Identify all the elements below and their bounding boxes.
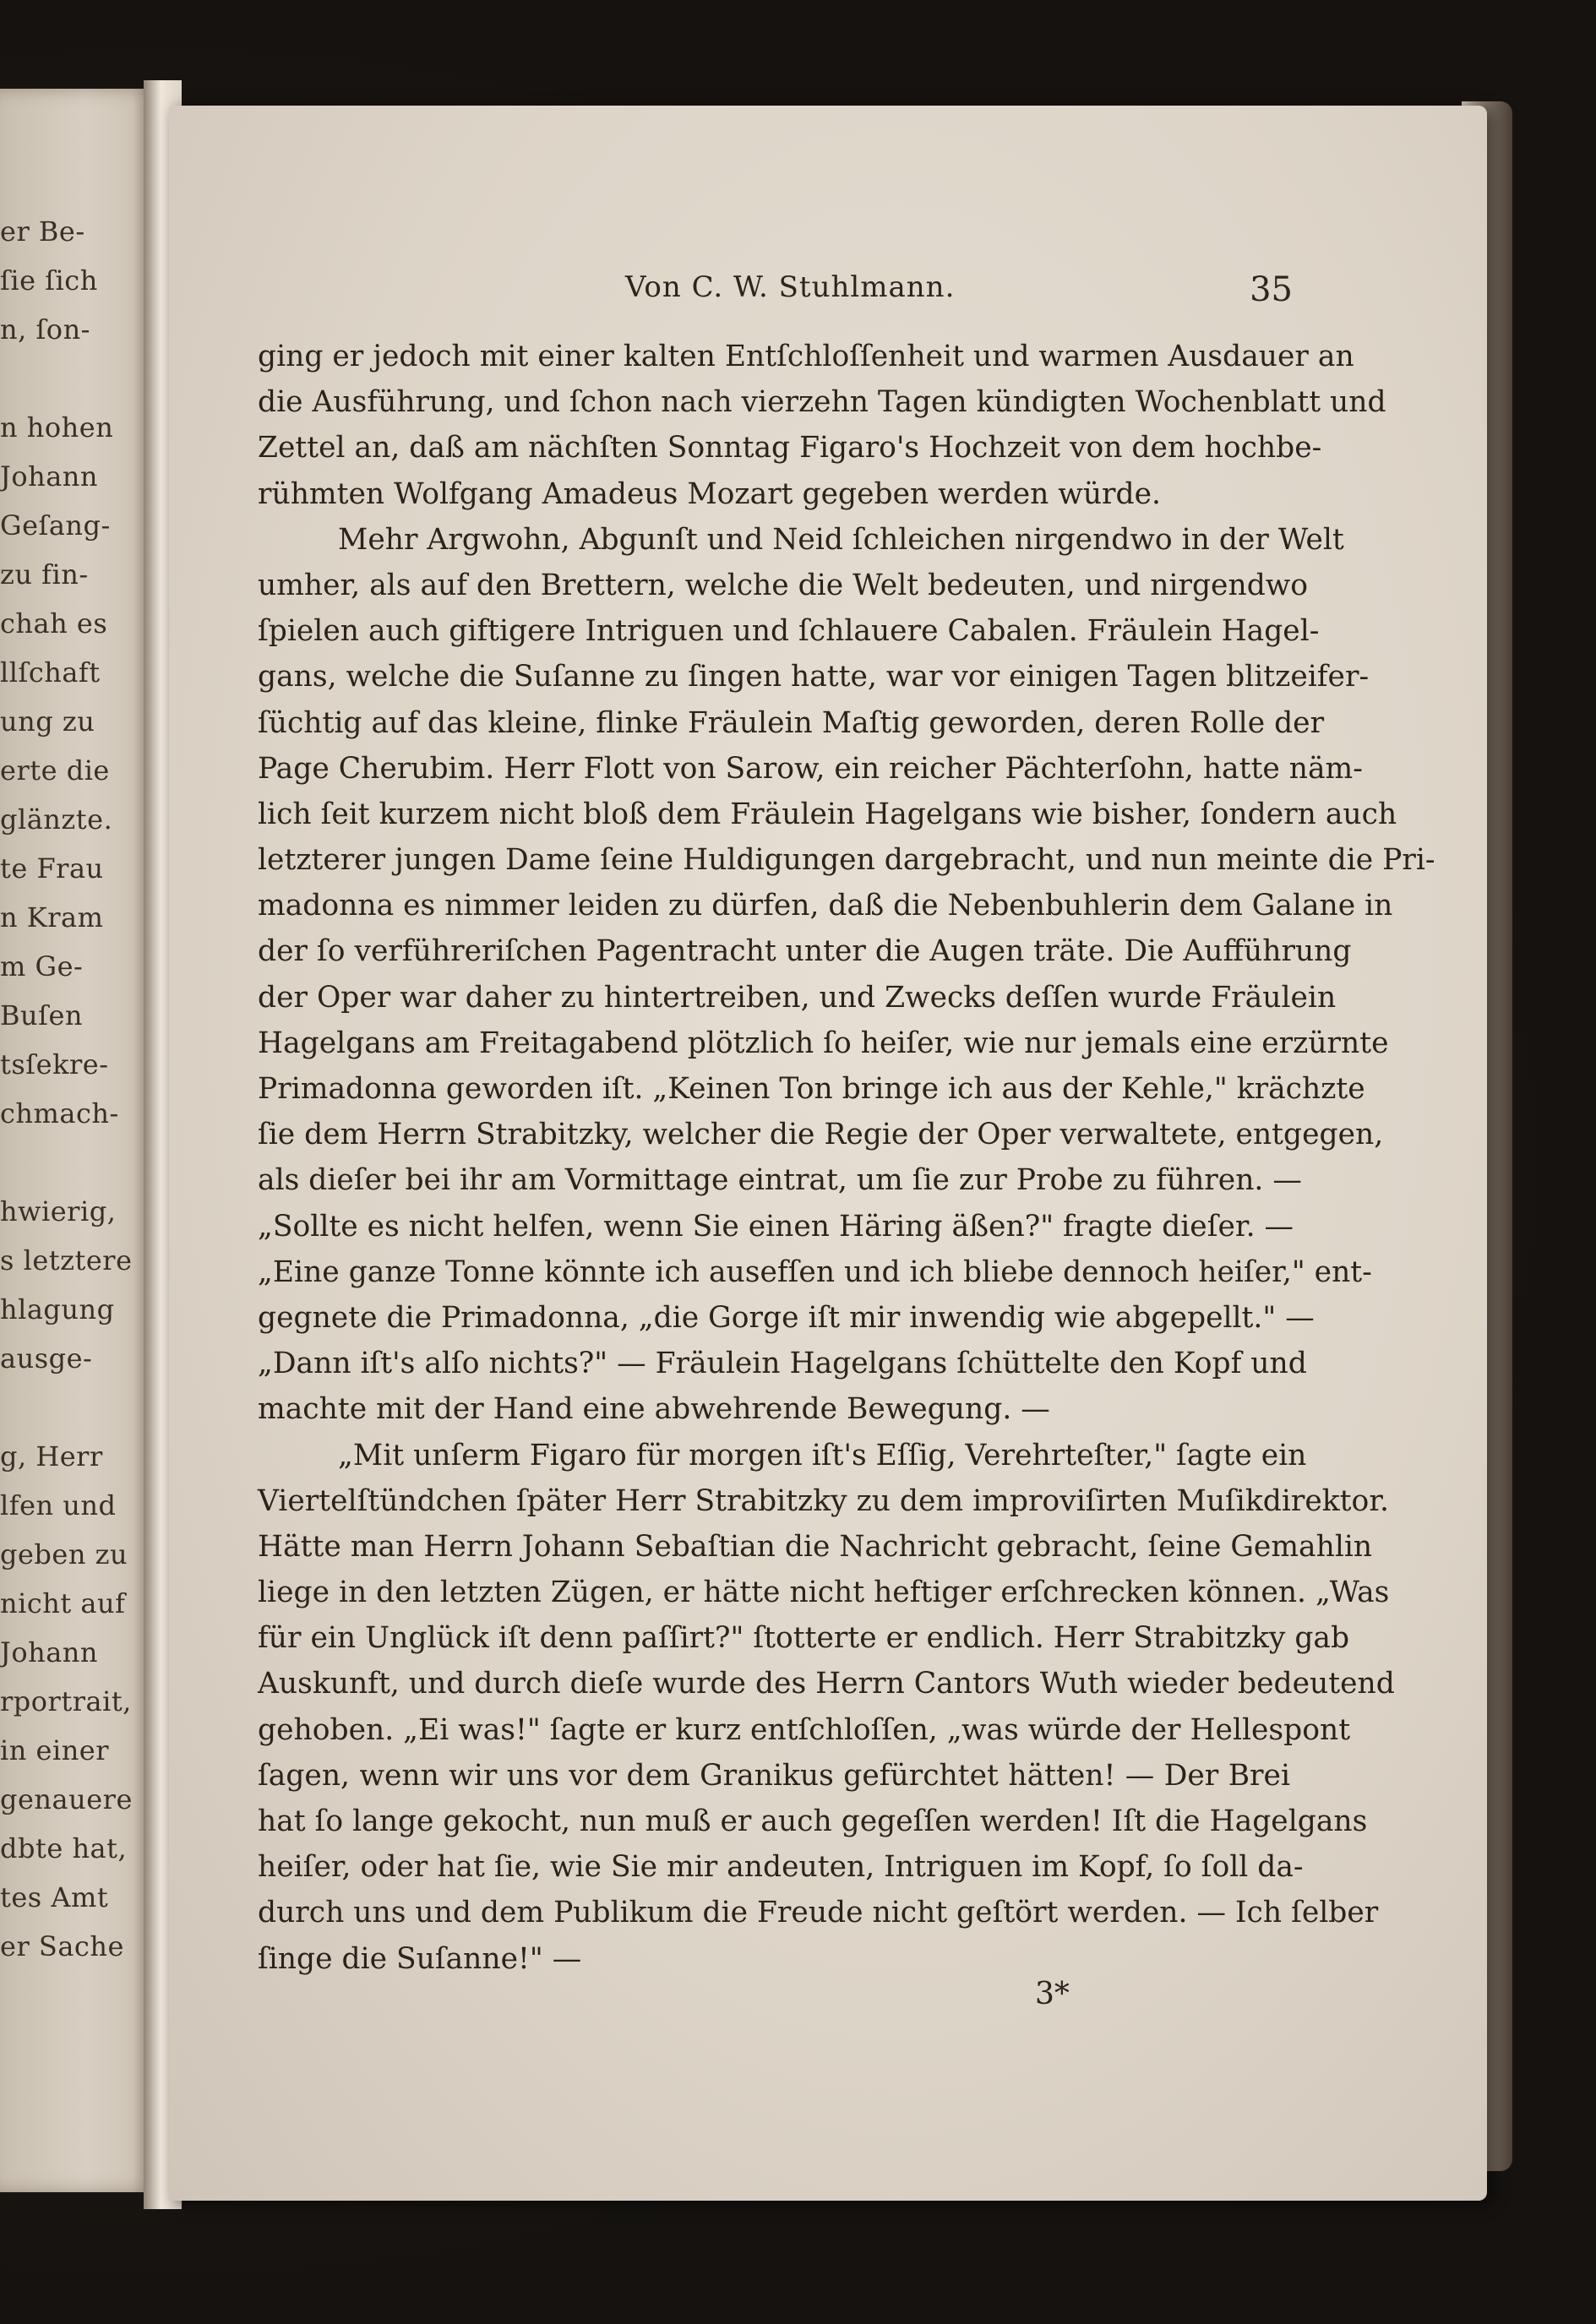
left-page-line: te Frau	[0, 852, 104, 884]
text-line: madonna es nimmer leiden zu dürfen, daß die Nebenbuhlerin dem Galane in	[258, 889, 1393, 923]
left-page-line: in einer	[0, 1734, 110, 1766]
text-line: ſüchtig auf das kleine, flinke Fräulein Maſtig geworden, deren Rolle der	[258, 705, 1325, 740]
text-line: „Sollte es nicht helfen, wenn Sie einen Häring äßen?" fragte dieſer. —	[258, 1209, 1294, 1244]
text-line: „Eine ganze Tonne könnte ich ausefſen und ich bliebe dennoch heiſer," ent-	[258, 1255, 1372, 1289]
page-header	[262, 270, 1293, 321]
left-page-line: er Be-	[0, 215, 85, 248]
text-line: Viertelſtündchen ſpäter Herr Strabitzky zu dem improviſirten Muſikdirektor.	[258, 1483, 1389, 1518]
text-line: „Mit unſerm Figaro für morgen iſt's Eſſig, Verehrteſter," ſagte ein	[338, 1438, 1307, 1472]
left-page-line: erte die	[0, 754, 110, 786]
text-line: liege in den letzten Zügen, er hätte nicht heftiger erſchrecken können. „Was	[258, 1576, 1390, 1610]
left-page-line: n Kram	[0, 901, 104, 933]
text-line: ſagen, wenn wir uns vor dem Granikus gefürchtet hätten! — Der Brei	[258, 1758, 1290, 1793]
left-page-line: zu fin-	[0, 558, 89, 591]
text-line: der Oper war daher zu hintertreiben, und Zwecks deſſen wurde Fräulein	[258, 980, 1337, 1015]
left-page-line: hwierig,	[0, 1195, 117, 1227]
text-line: Hagelgans am Freitagabend plötzlich ſo heiſer, wie nur jemals eine erzürnte	[258, 1026, 1389, 1060]
left-page-line: rportrait,	[0, 1685, 132, 1717]
left-page-line: tsſekre-	[0, 1048, 109, 1080]
left-page-line: dbte hat,	[0, 1832, 128, 1864]
text-line: „Dann iſt's alſo nichts?" — Fräulein Hagelgans ſchüttelte den Kopf und	[258, 1347, 1307, 1381]
text-line: Page Cherubim. Herr Flott von Sarow, ein reicher Pächterſohn, hatte näm-	[258, 751, 1363, 786]
text-line: gans, welche die Suſanne zu ſingen hatte, war vor einigen Tagen blitzeifer-	[258, 660, 1370, 694]
page-number: 35	[1250, 270, 1293, 309]
text-line: ſpielen auch giftigere Intriguen und ſchlauere Cabalen. Fräulein Hagel-	[258, 614, 1320, 649]
left-page-line: genauere	[0, 1783, 133, 1815]
left-page-line: er Sache	[0, 1930, 124, 1962]
text-line: machte mit der Hand eine abwehrende Bewegung. —	[258, 1392, 1050, 1427]
left-page-line: g, Herr	[0, 1440, 103, 1472]
text-line: heiſer, oder hat ſie, wie Sie mir andeuten, Intriguen im Kopf, ſo ſoll da-	[258, 1850, 1304, 1885]
signature-mark: 3*	[1035, 1977, 1070, 2011]
text-line: gehoben. „Ei was!" ſagte er kurz entſchloſſen, „was würde der Hellespont	[258, 1712, 1351, 1747]
left-page-line: Geſang-	[0, 509, 111, 542]
text-line: Hätte man Herrn Johann Sebaſtian die Nachricht gebracht, ſeine Gemahlin	[258, 1529, 1373, 1564]
text-line: umher, als auf den Brettern, welche die Welt bedeuten, und nirgendwo	[258, 568, 1309, 602]
running-head: Von C. W. Stuhlmann.	[625, 270, 956, 304]
left-page-line: geben zu	[0, 1538, 128, 1570]
text-line: lich ſeit kurzem nicht bloß dem Fräulein Hagelgans wie bisher, ſondern auch	[258, 797, 1397, 831]
text-line: letzterer jungen Dame ſeine Huldigungen dargebracht, und nun meinte die Pri-	[258, 843, 1435, 878]
left-page-line: chmach-	[0, 1097, 119, 1129]
left-page-line: Johann	[0, 460, 98, 493]
text-line: Primadonna geworden iſt. „Keinen Ton bringe ich aus der Kehle," krächzte	[258, 1072, 1365, 1106]
left-page-line: ausge-	[0, 1342, 93, 1374]
text-line: ſie dem Herrn Strabitzky, welcher die Regie der Oper verwaltete, entgegen,	[258, 1118, 1384, 1152]
text-line: gegnete die Primadonna, „die Gorge iſt mir inwendig wie abgepellt." —	[258, 1300, 1315, 1335]
text-line: Mehr Argwohn, Abgunſt und Neid ſchleichen nirgendwo in der Welt	[338, 522, 1344, 557]
text-line: hat ſo lange gekocht, nun muß er auch gegeſſen werden! Iſt die Hagelgans	[258, 1804, 1368, 1838]
text-line: die Ausführung, und ſchon nach vierzehn Tagen kündigten Wochenblatt und	[258, 385, 1386, 420]
text-line: Zettel an, daß am nächſten Sonntag Figaro's Hochzeit von dem hochbe-	[258, 431, 1322, 465]
text-line: durch uns und dem Publikum die Freude nicht geſtört werden. — Ich ſelber	[258, 1896, 1379, 1930]
left-page-fragment	[0, 89, 156, 2192]
left-page-line: Buſen	[0, 999, 84, 1031]
text-line: als dieſer bei ihr am Vormittage eintrat, um ſie zur Probe zu führen. —	[258, 1163, 1302, 1198]
left-page-line: tes Amt	[0, 1881, 109, 1913]
left-page-line: m Ge-	[0, 950, 84, 982]
left-page-line: llſchaft	[0, 656, 101, 688]
left-page-line: hlagung	[0, 1293, 115, 1325]
left-page-line: chah es	[0, 607, 108, 640]
left-page-line: nicht auf	[0, 1587, 126, 1619]
body-text	[258, 334, 1435, 1982]
left-page-line: glänzte.	[0, 803, 113, 835]
text-line: für ein Unglück iſt denn paſſirt?" ſtotterte er endlich. Herr Strabitzky gab	[258, 1621, 1350, 1656]
text-line: ſinge die Suſanne!" —	[258, 1941, 582, 1976]
left-page-line: ſie ſich	[0, 264, 98, 297]
left-page-line: ung zu	[0, 705, 95, 737]
left-page-line: s letztere	[0, 1244, 133, 1276]
left-page-line: Johann	[0, 1636, 98, 1668]
text-line: ging er jedoch mit einer kalten Entſchloſſenheit und warmen Ausdauer an	[258, 340, 1354, 373]
left-page-line: lfen und	[0, 1489, 117, 1521]
left-page-line: n hohen	[0, 411, 114, 444]
left-page-line: n, ſon-	[0, 313, 90, 346]
text-line: der ſo verführeriſchen Pagentracht unter die Augen träte. Die Aufführung	[258, 934, 1352, 969]
text-line: Auskunft, und durch dieſe wurde des Herrn Cantors Wuth wieder bedeutend	[258, 1667, 1395, 1701]
text-line: rühmten Wolfgang Amadeus Mozart gegeben werden würde.	[258, 476, 1162, 511]
